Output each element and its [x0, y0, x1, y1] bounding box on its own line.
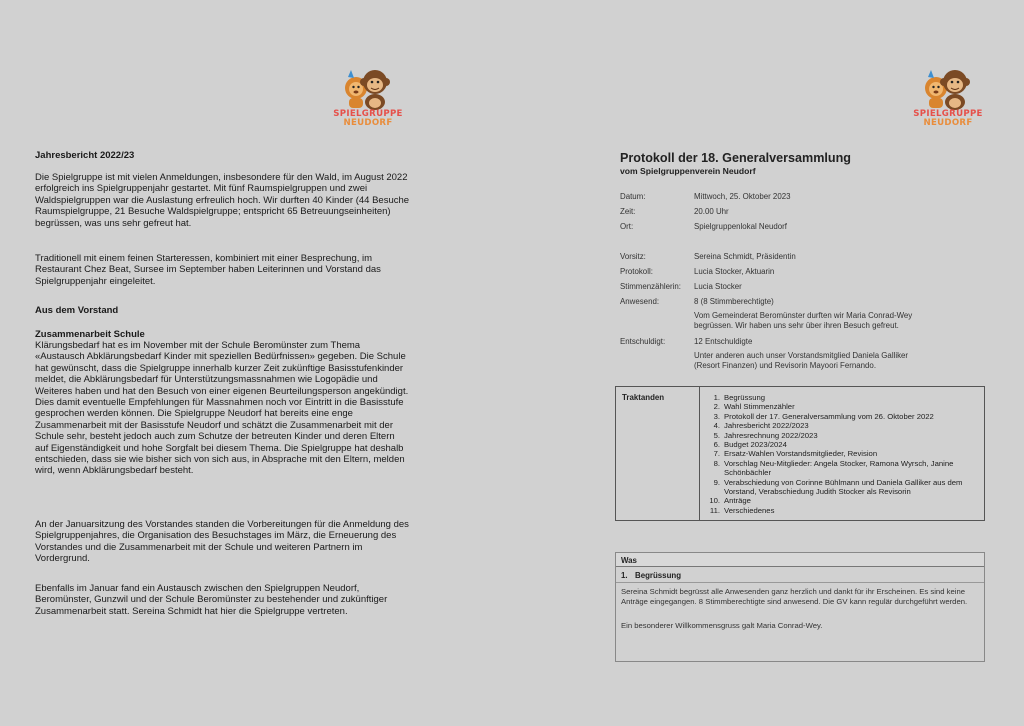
item-text: Jahresbericht 2022/2023 — [724, 421, 809, 431]
meta-vorsitz-label: Vorsitz: — [620, 252, 646, 261]
item-number: 1. — [713, 393, 720, 402]
logo-text-line1: SPIELGRUPPE — [913, 109, 983, 119]
traktanden-table — [615, 386, 985, 521]
protocol-subtitle: vom Spielgruppenverein Neudorf — [620, 166, 756, 176]
meta-entschuldigt-label: Entschuldigt: — [620, 337, 666, 346]
monkey-lion-icon — [329, 64, 407, 110]
list-item — [708, 496, 980, 505]
item-text: Begrüssung — [724, 393, 766, 402]
meta-datum-value: Mittwoch, 25. Oktober 2023 — [694, 192, 791, 201]
list-item — [708, 393, 980, 402]
section-number: 1. — [621, 571, 628, 580]
item-number: 4. — [713, 421, 720, 431]
list-item — [708, 402, 980, 411]
section-title: Begrüssung — [635, 571, 682, 580]
paragraph-intro: Die Spielgruppe ist mit vielen Anmeldungen, insbesondere für den Wald, im August 2022 erfolgreich ins Spielgruppenjahr gestartet. Mit fünf Raumspielgruppen und zwei Waldspielgruppen war die Auslastung erfreulich hoch. Wir durften 40 Kinder (44 Besuche Raumspielgruppe, 21 Besuche Waldspielgruppe; entspricht 65 Betreuungseinheiten) begrüssen, was uns sehr gefreut hat. — [35, 172, 410, 229]
item-text: Jahresrechnung 2022/2023 — [724, 430, 818, 440]
protocol-title: Protokoll der 18. Generalversammlung — [620, 151, 851, 165]
meta-anwesend-note1: Vom Gemeinderat Beromünster durften wir Maria Conrad-Wey — [694, 311, 913, 320]
list-item — [708, 506, 980, 515]
meta-datum-label: Datum: — [620, 192, 646, 201]
heading-schule: Zusammenarbeit Schule — [35, 329, 145, 340]
item-number: 7. — [713, 449, 720, 459]
item-text: Budget 2023/2024 — [724, 440, 787, 450]
item-number: 9. — [713, 477, 720, 487]
item-number: 8. — [713, 458, 720, 468]
list-item — [708, 449, 980, 458]
traktanden-list — [708, 393, 980, 515]
meta-zeit-label: Zeit: — [620, 207, 636, 216]
item-text: Vorschlag Neu-Mitglieder: Angela Stocker, Ramona Wyrsch, Janine Schönbächler — [724, 458, 954, 478]
item-text: Verschiedenes — [724, 505, 775, 515]
meta-vorsitz-value: Sereina Schmidt, Präsidentin — [694, 252, 796, 261]
was-table — [615, 552, 985, 662]
meta-ort-value: Spielgruppenlokal Neudorf — [694, 222, 787, 231]
table-divider — [699, 387, 700, 520]
item-number: 6. — [713, 440, 720, 450]
item-number: 5. — [713, 430, 720, 440]
list-item — [708, 478, 980, 497]
was-text-begruessung: Sereina Schmidt begrüsst alle Anwesenden ganz herzlich und dankt für ihr Erscheinen. Es sind keine Anträge eingegangen. 8 Stimmberechtigte sind anwesend. Die GV kann regulär durchgeführt werden. — [621, 587, 968, 606]
meta-anwesend-value: 8 (8 Stimmberechtigte) — [694, 297, 774, 306]
list-item — [708, 421, 980, 430]
item-number: 2. — [713, 402, 720, 412]
item-number: 3. — [713, 411, 720, 421]
item-text: Wahl Stimmenzähler — [724, 402, 795, 412]
list-item — [708, 459, 980, 478]
meta-anwesend-note2: begrüssen. Wir haben uns sehr über ihren Besuch gefreut. — [694, 321, 899, 330]
item-text: Protokoll der 17. Generalversammlung vom 26. Oktober 2022 — [724, 411, 934, 421]
meta-stimmen-label: Stimmenzählerin: — [620, 282, 681, 291]
item-text: Anträge — [724, 496, 751, 506]
meta-ort-label: Ort: — [620, 222, 634, 231]
item-number: 11. — [709, 505, 720, 515]
meta-entschuldigt-value: 12 Entschuldigte — [694, 337, 753, 346]
paragraph-starteressen: Traditionell mit einem feinen Starteressen, kombiniert mit einer Besprechung, im Restaurant Chez Beat, Sursee im September haben Leiterinnen und Vorstand das Spielgruppenjahr eingeleitet. — [35, 253, 381, 287]
traktanden-header: Traktanden — [622, 393, 665, 402]
was-header: Was — [616, 553, 984, 567]
item-text: Ersatz-Wahlen Vorstandsmitglieder, Revision — [724, 449, 878, 459]
logo-text-line2: NEUDORF — [923, 118, 973, 128]
was-text-willkommen: Ein besonderer Willkommensgruss galt Maria Conrad-Wey. — [621, 621, 823, 630]
item-number: 10. — [709, 496, 720, 506]
list-item — [708, 431, 980, 440]
was-section-heading — [616, 567, 984, 583]
meta-entschuldigt-note1: Unter anderen auch unser Vorstandsmitglied Daniela Galliker — [694, 351, 909, 360]
monkey-lion-icon — [909, 64, 987, 110]
meta-anwesend-label: Anwesend: — [620, 297, 660, 306]
paragraph-austausch: Ebenfalls im Januar fand ein Austausch zwischen den Spielgruppen Neudorf, Beromünster, Gunzwil und der Schule Beromünster zu bestehender und zukünftiger Zusammenarbeit statt. Sereina Schmidt hat hier die Spielgruppe vertreten. — [35, 583, 388, 617]
paragraph-januarsitzung: An der Januarsitzung des Vorstandes standen die Vorbereitungen für die Anmeldung des Spielgruppenjahres, die Organisation des Besuchstages im März, die Erneuerung des Vorstandes und die Zusammenarbeit mit der Schule und weiteren Partnern im Vordergrund. — [35, 519, 409, 565]
item-text: Verabschiedung von Corinne Bühlmann und Daniela Galliker aus dem Vorstand, Verabschiedung Judith Stocker als Revisorin — [724, 477, 963, 497]
paragraph-schule: Klärungsbedarf hat es im November mit der Schule Beromünster zum Thema «Austausch Abklärungsbedarf Kinder mit speziellen Bedürfnissen» gegeben. Die Schule hat gewünscht, dass die Spielgruppe innerhalb kurzer Zeit zukünftige Basisstufenkinder meldet, die Abklärungsbedarf für Unterstützungsmassnahmen wie Logopädie und Weiteres haben und hat den Besuch von einer eigenen Beurteilungsperson angekündigt. Dies damit eventuelle Empfehlungen für Massnahmen noch vor Eintritt in die Basisstufe gesprochen werden können. Die Spielgruppe Neudorf hat bereits eine enge Zusammenarbeit mit der Basisstufe Neudorf und schätzt die Zusammenarbeit mit der Schule sehr, besteht jedoch auch zum Schutze der betreuten Kinder und deren Eltern auf Eigenständigkeit und hohe Sorgfalt bei diesem Thema. Die Spielgruppe hat deshalb entschieden, dass sie wie bisher sich von sich aus, in Absprache mit den Eltern, melden wird, wenn Abklärungsbedarf besteht. — [35, 340, 409, 477]
spielgruppe-logo-left — [329, 64, 407, 132]
meta-zeit-value: 20.00 Uhr — [694, 207, 729, 216]
meta-entschuldigt-note2: (Resort Finanzen) und Revisorin Mayoori Fernando. — [694, 361, 877, 370]
list-item — [708, 440, 980, 449]
logo-text-line1: SPIELGRUPPE — [333, 109, 403, 119]
meta-stimmen-value: Lucia Stocker — [694, 282, 742, 291]
meta-protokoll-label: Protokoll: — [620, 267, 653, 276]
heading-vorstand: Aus dem Vorstand — [35, 305, 119, 316]
logo-text-line2: NEUDORF — [343, 118, 393, 128]
meta-protokoll-value: Lucia Stocker, Aktuarin — [694, 267, 775, 276]
report-title: Jahresbericht 2022/23 — [35, 150, 135, 161]
spielgruppe-logo-right — [909, 64, 987, 132]
list-item — [708, 412, 980, 421]
